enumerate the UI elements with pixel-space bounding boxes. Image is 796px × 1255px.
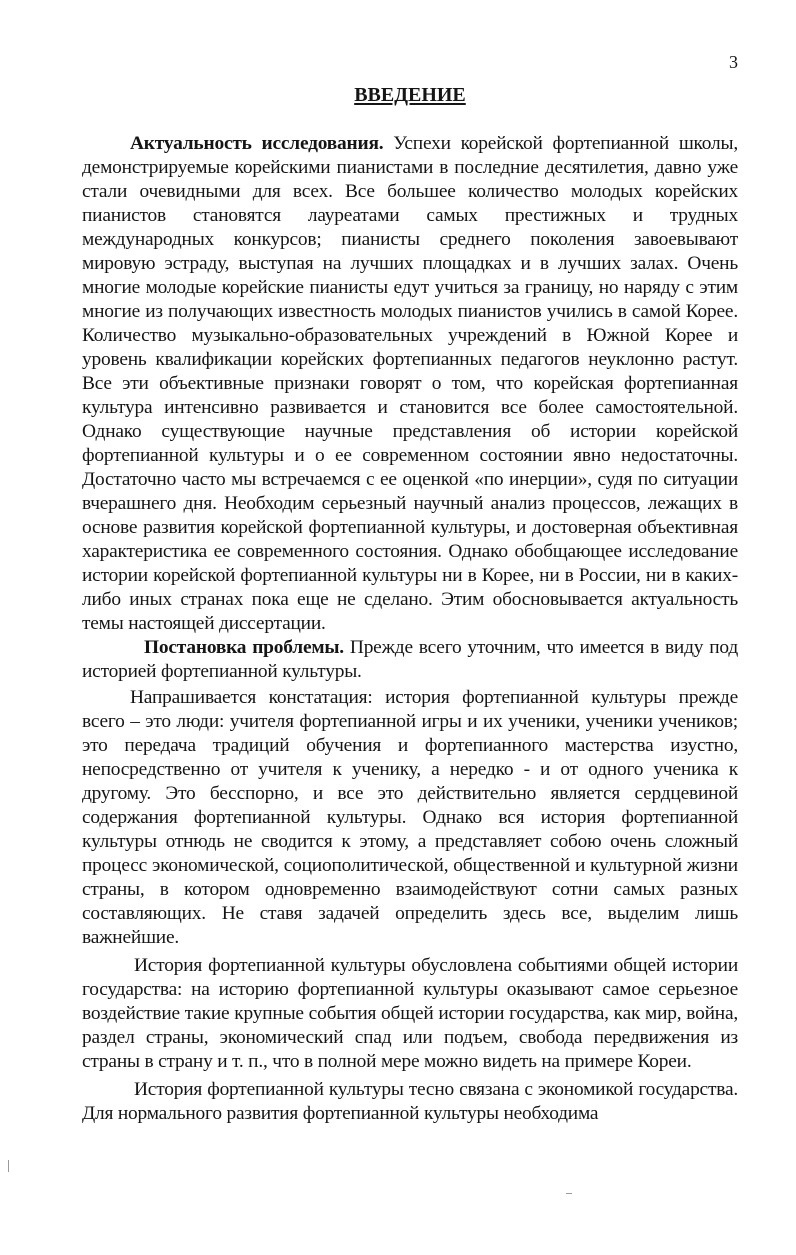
- paragraph-history: История фортепианной культуры обусловлена событиями общей истории государства: на историю фортепианной культуры оказывают самое серьезное воздействие такие крупные события общей истории государства, как мир, война, раздел страны, экономический спад или подъем, свобода передвижения из страны в страну и т. п., что в полной мере можно видеть на примере Кореи.: [82, 955, 738, 1072]
- paragraph-problem: [82, 636, 738, 684]
- paragraph-people: Напрашивается констатация: история фортепианной культуры прежде всего – это люди: учителя фортепианной игры и их ученики, ученики учеников; это передача традиций обучения и фортепианного мастерства изустно, непосредственно от учителя к ученику, а нередко - и от одного ученика к другому. Это бесспорно, и все это действительно является сердцевиной содержания фортепианной культуры. Однако вся история фортепианной культуры отнюдь не сводится к этому, а представляет собою очень сложный процесс экономической, социополитической, общественной и культурной жизни страны, в котором одновременно взаимодействуют сотни самых разных составляющих. Не ставя задачей определить здесь все, выделим лишь важнейшие.: [82, 687, 738, 948]
- body-text: [82, 132, 738, 1126]
- paragraph-economy: История фортепианной культуры тесно связана с экономикой государства. Для нормального развития фортепианной культуры необходима: [82, 1079, 738, 1124]
- section-heading: ВВЕДЕНИЕ: [354, 84, 466, 106]
- paragraph-lead: Постановка проблемы.: [144, 637, 344, 658]
- page-number: 3: [729, 52, 738, 72]
- scan-artifact-mark: [566, 1193, 572, 1194]
- paragraph-text: Успехи корейской фортепианной школы, демонстрируемые корейскими пианистами в последние десятилетия, давно уже стали очевидными для всех. Все большее количество молодых корейских пианистов становятся лауреатами самых престижных и трудных международных конкурсов; пианисты среднего поколения завоевывают мировую эстраду, выступая на лучших площадках и в лучших залах. Очень многие молодые корейские пианисты едут учиться за границу, но наряду с этим многие из получающих известность молодых пианистов учились в самой Корее. Количество музыкально-образовательных учреждений в Южной Корее и уровень квалификации корейских фортепианных педагогов неуклонно растут. Все эти объективные признаки говорят о том, что корейская фортепианная культура интенсивно развивается и становится все более самостоятельной. Однако существующие научные представления об истории корейской фортепианной культуры и о ее современном состоянии явно недостаточны. Достаточно часто мы встречаемся с ее оценкой «по инерции», судя по ситуации вчерашнего дня. Необходим серьезный научный анализ процессов, лежащих в основе развития корейской фортепианной культуры, и достоверная объективная характеристика ее современного состояния. Однако обобщающее исследование истории корейской фортепианной культуры ни в Корее, ни в России, ни в каких-либо иных странах пока еще не сделано. Этим обосновывается актуальность темы настоящей диссертации.: [82, 133, 738, 634]
- scan-artifact-mark: [8, 1160, 9, 1172]
- paragraph-text: Прежде всего уточним, что имеется в виду под историей фортепианной культуры.: [82, 637, 738, 682]
- paragraph-relevance: [82, 132, 738, 636]
- paragraph-lead: Актуальность исследования.: [130, 133, 384, 154]
